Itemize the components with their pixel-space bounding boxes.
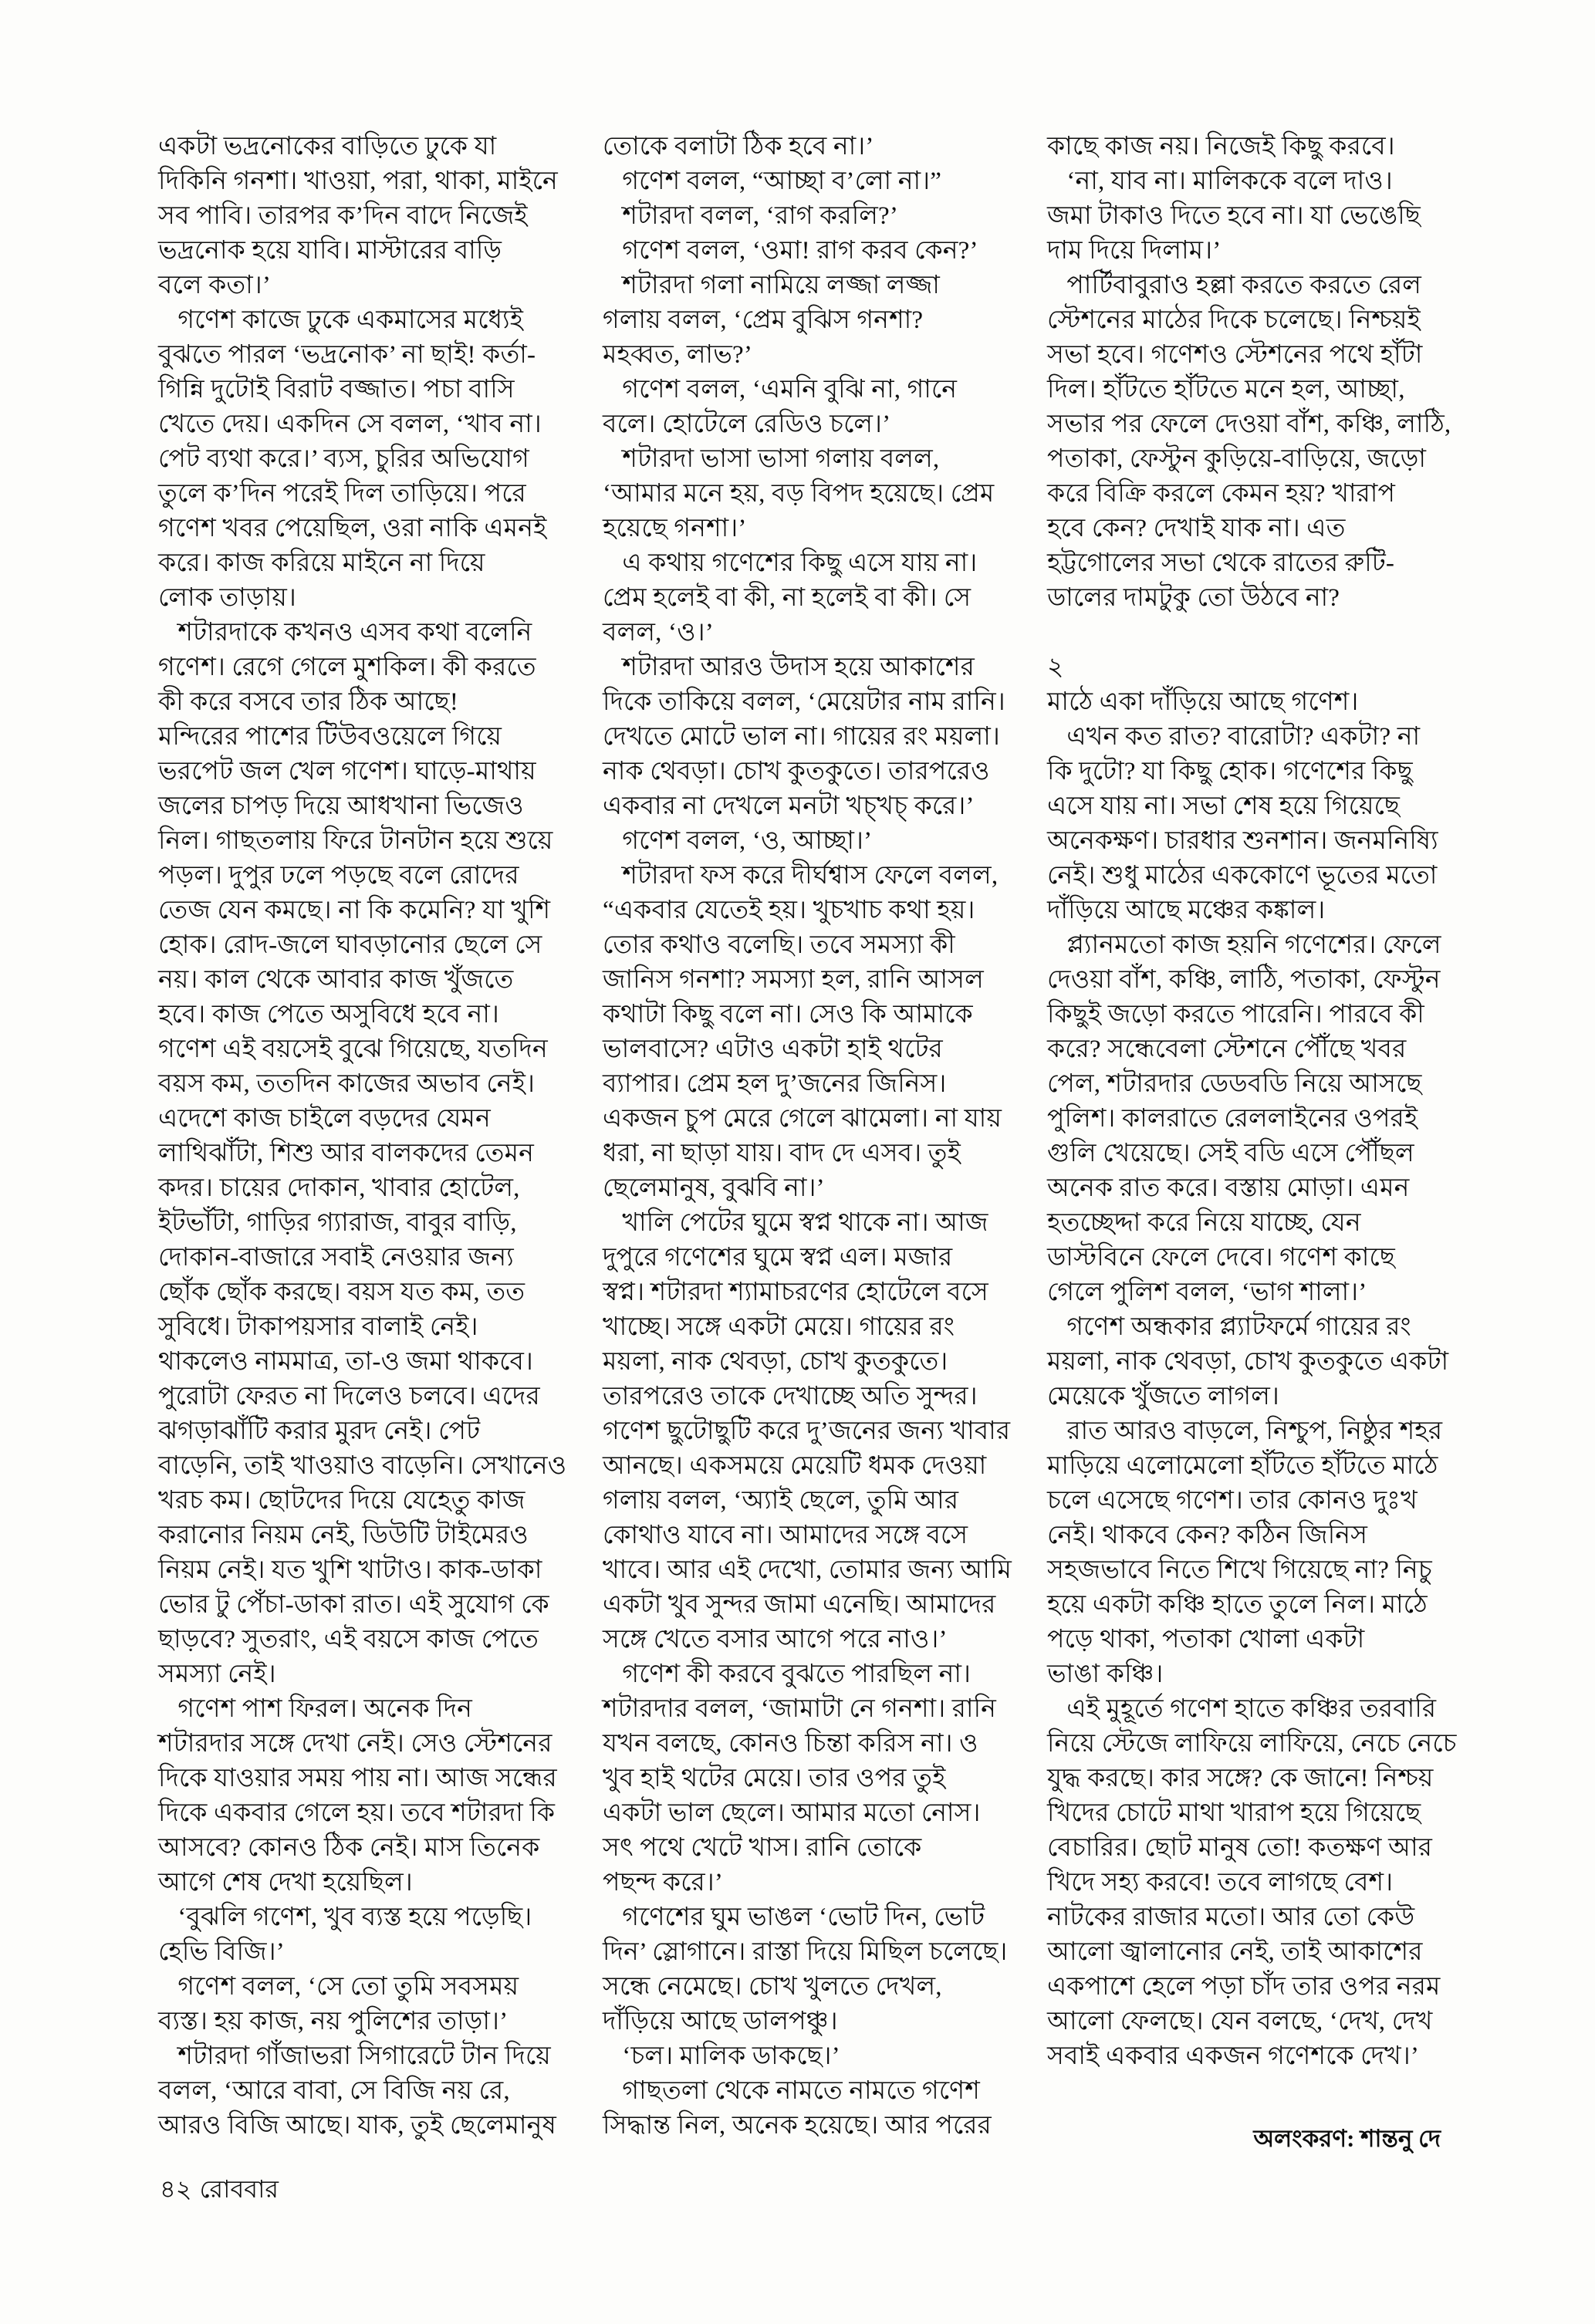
text-line: ভদ্রনোক হয়ে যাবি। মাস্টারের বাড়ি: [158, 237, 502, 265]
text-line: হবে কেন? দেখাই যাক না। এত: [1047, 515, 1346, 542]
text-line: গণেশ অন্ধকার প্ল্যাটফর্মে গায়ের রং: [1047, 1313, 1411, 1341]
text-line: অনেক রাত করে। বস্তায় মোড়া। এমন: [1047, 1174, 1410, 1202]
text-line: নাটকের রাজার মতো। আর তো কেউ: [1047, 1903, 1415, 1931]
text-line: শটারদার সঙ্গে দেখা নেই। সেও স্টেশনের: [158, 1730, 553, 1758]
text-line: দুপুরে গণেশের ঘুমে স্বপ্ন এল। মজার: [603, 1244, 953, 1272]
text-line: মহব্বত, লাভ?’: [603, 341, 753, 369]
text-line: হয়ে একটা কঞ্চি হাতে তুলে নিল। মাঠে: [1047, 1591, 1428, 1619]
text-line: প্রেম হলেই বা কী, না হলেই বা কী। সে: [603, 584, 972, 612]
text-line: বলল, ‘ও।’: [603, 619, 714, 647]
text-line: পড়ল। দুপুর ঢলে পড়ছে বলে রোদের: [158, 862, 519, 890]
text-line: একটা ভদ্রনোকের বাড়িতে ঢুকে যা: [158, 133, 497, 160]
text-line: শটারদা বলল, ‘রাগ করলি?’: [603, 202, 899, 230]
text-line: গণেশ বলল, ‘ও, আচ্ছা।’: [603, 827, 873, 855]
text-line: ইটভাঁটা, গাড়ির গ্যারাজ, বাবুর বাড়ি,: [158, 1209, 517, 1237]
text-line: সৎ পথে খেটে খাস। রানি তোকে: [603, 1834, 922, 1862]
text-line: মাড়িয়ে এলোমেলো হাঁটতে হাঁটতে মাঠে: [1047, 1452, 1438, 1480]
text-line: ধরা, না ছাড়া যায়। বাদ দে এসব। তুই: [603, 1140, 961, 1167]
text-line: গণেশ বলল, ‘সে তো তুমি সবসময়: [158, 1973, 519, 2001]
text-line: ‘চল। মালিক ডাকছে।’: [603, 2042, 840, 2070]
text-line: হবে। কাজ পেতে অসুবিধে হবে না।: [158, 1001, 499, 1029]
text-line: শটারদা গাঁজাভরা সিগারেটে টান দিয়ে: [158, 2042, 551, 2070]
text-line: মেয়েকে খুঁজতে লাগল।: [1047, 1383, 1280, 1410]
text-line: খিদে সহ্য করবে! তবে লাগছে বেশ।: [1047, 1869, 1394, 1897]
text-line: কী করে বসবে তার ঠিক আছে!: [158, 688, 459, 716]
text-line: একজন চুপ মেরে গেলে ঝামেলা। না যায়: [603, 1105, 1002, 1133]
text-line: আরও বিজি আছে। যাক, তুই ছেলেমানুষ: [158, 2112, 556, 2140]
text-line: আসবে? কোনও ঠিক নেই। মাস তিনেক: [158, 1834, 540, 1862]
text-line: প্ল্যানমতো কাজ হয়নি গণেশের। ফেলে: [1047, 931, 1441, 959]
text-line: আনছে। একসময়ে মেয়েটি ধমক দেওয়া: [603, 1452, 987, 1480]
text-line: ‘না, যাব না। মালিককে বলে দাও।: [1047, 167, 1393, 195]
text-line: লাথিঝাঁটা, শিশু আর বালকদের তেমন: [158, 1140, 535, 1167]
text-line: শটারদা আরও উদাস হয়ে আকাশের: [603, 654, 975, 681]
text-line: আগে শেষ দেখা হয়েছিল।: [158, 1869, 413, 1897]
text-line: কি দুটো? যা কিছু হোক। গণেশের কিছু: [1047, 758, 1413, 785]
text-line: হতচ্ছেদ্দা করে নিয়ে যাচ্ছে, যেন: [1047, 1209, 1361, 1237]
text-line: কোথাও যাবে না। আমাদের সঙ্গে বসে: [603, 1522, 968, 1549]
text-line: পুরোটা ফেরত না দিলেও চলবে। এদের: [158, 1383, 540, 1410]
text-line: ভালবাসে? এটাও একটা হাই থটের: [603, 1035, 943, 1063]
illustration-credit: অলংকরণ: শান্তনু দে: [1253, 2125, 1441, 2152]
text-line: স্বপ্ন। শটারদা শ্যামাচরণের হোটেলে বসে: [603, 1279, 988, 1306]
text-line: শটারদা ভাসা ভাসা গলায় বলল,: [603, 445, 940, 473]
text-line: করে বিক্রি করলে কেমন হয়? খারাপ: [1047, 480, 1396, 508]
text-line: নাক থেবড়া। চোখ কুতকুতে। তারপরেও: [603, 758, 990, 785]
text-line: নিয়ম নেই। যত খুশি খাটাও। কাক-ডাকা: [158, 1556, 542, 1584]
text-line: করে। কাজ করিয়ে মাইনে না দিয়ে: [158, 549, 485, 577]
text-line: একটা খুব সুন্দর জামা এনেছি। আমাদের: [603, 1591, 996, 1619]
text-line: ছেলেমানুষ, বুঝবি না।’: [603, 1174, 825, 1202]
text-line: দিন’ স্লোগানে। রাস্তা দিয়ে মিছিল চলেছে।: [603, 1938, 1008, 1966]
text-line: সঙ্গে খেতে বসার আগে পরে নাও।’: [603, 1626, 948, 1653]
text-line: খরচ কম। ছোটদের দিয়ে যেহেতু কাজ: [158, 1487, 525, 1515]
text-line: গণেশ পাশ ফিরল। অনেক দিন: [158, 1695, 473, 1723]
text-line: ছাড়বে? সুতরাং, এই বয়সে কাজ পেতে: [158, 1626, 539, 1653]
text-line: আলো ফেলছে। যেন বলছে, ‘দেখ, দেখ: [1047, 2008, 1433, 2035]
text-line: বেচারির। ছোট মানুষ তো! কতক্ষণ আর: [1047, 1834, 1433, 1862]
text-line: মাঠে একা দাঁড়িয়ে আছে গণেশ।: [1047, 688, 1359, 716]
text-line: ব্যস্ত। হয় কাজ, নয় পুলিশের তাড়া।’: [158, 2008, 509, 2035]
text-line: হয়েছে গনশা।’: [603, 515, 747, 542]
text-line: গণেশ। রেগে গেলে মুশকিল। কী করতে: [158, 654, 536, 681]
blank-line: [1047, 616, 1451, 650]
text-line: খুব হাই থটের মেয়ে। তার ওপর তুই: [603, 1765, 946, 1792]
text-line: গাছতলা থেকে নামতে নামতে গণেশ: [603, 2077, 980, 2105]
text-line: সভার পর ফেলে দেওয়া বাঁশ, কঞ্চি, লাঠি,: [1047, 410, 1451, 438]
text-line: গলায় বলল, ‘প্রেম বুঝিস গনশা?: [603, 306, 924, 334]
magazine-name: রোববার: [199, 2175, 279, 2203]
text-line: এসে যায় না। সভা শেষ হয়ে গিয়েছে: [1047, 792, 1401, 820]
text-line: বলে। হোটেলে রেডিও চলে।’: [603, 410, 891, 438]
text-line: ছোঁক ছোঁক করছে। বয়স যত কম, তত: [158, 1279, 525, 1306]
text-line: বলল, ‘আরে বাবা, সে বিজি নয় রে,: [158, 2077, 510, 2105]
text-line: গিন্নি দুটোই বিরাট বজ্জাত। পচা বাসি: [158, 376, 515, 404]
text-line: বুঝতে পারল ‘ভদ্রনোক’ না ছাই! কর্তা-: [158, 341, 536, 369]
text-line: ভাঙা কঞ্চি।: [1047, 1660, 1164, 1688]
text-line: দিকে যাওয়ার সময় পায় না। আজ সন্ধের: [158, 1765, 557, 1792]
text-line: গণেশ বলল, ‘এমনি বুঝি না, গানে: [603, 376, 958, 404]
text-line: পড়ে থাকা, পতাকা খোলা একটা: [1047, 1626, 1365, 1653]
page-number: ৪২: [160, 2175, 192, 2203]
text-line: খাবে। আর এই দেখো, তোমার জন্য আমি: [603, 1556, 1012, 1584]
text-line: ডালের দামটুকু তো উঠবে না?: [1047, 584, 1340, 612]
text-line: পতাকা, ফেস্টুন কুড়িয়ে-বাড়িয়ে, জড়ো: [1047, 445, 1427, 473]
text-line: জমা টাকাও দিতে হবে না। যা ভেঙেছি: [1047, 202, 1421, 230]
text-line: পেট ব্যথা করে।’ ব্যস, চুরির অভিযোগ: [158, 445, 529, 473]
text-line: পেল, শটারদার ডেডবডি নিয়ে আসছে: [1047, 1070, 1422, 1098]
text-line: শটারদাকে কখনও এসব কথা বলেনি: [158, 619, 532, 647]
text-line: পার্টিবাবুরাও হল্লা করতে করতে রেল: [1047, 272, 1422, 299]
text-column-3: [1047, 130, 1457, 2143]
text-line: থাকলেও নামমাত্র, তা-ও জমা থাকবে।: [158, 1348, 534, 1376]
text-line: এই মুহূর্তে গণেশ হাতে কঞ্চির তরবারি: [1047, 1695, 1437, 1723]
text-line: নেই। শুধু মাঠের এককোণে ভূতের মতো: [1047, 862, 1438, 890]
text-column-1: [158, 130, 567, 2143]
text-line: দাঁড়িয়ে আছে মঞ্চের কঙ্কাল।: [1047, 897, 1326, 924]
text-line: পুলিশ। কালরাতে রেললাইনের ওপরই: [1047, 1105, 1418, 1133]
text-line: যুদ্ধ করছে। কার সঙ্গে? কে জানে! নিশ্চয়: [1047, 1765, 1434, 1792]
text-line: তোর কথাও বলেছি। তবে সমস্যা কী: [603, 931, 955, 959]
text-line: গলায় বলল, ‘অ্যাই ছেলে, তুমি আর: [603, 1487, 959, 1515]
text-line: হেভি বিজি।’: [158, 1938, 285, 1966]
text-line: কাছে কাজ নয়। নিজেই কিছু করবে।: [1047, 133, 1395, 160]
text-line: গণেশ বলল, “আচ্ছা ব’লো না।”: [603, 167, 942, 195]
text-line: দিকে একবার গেলে হয়। তবে শটারদা কি: [158, 1799, 556, 1827]
text-line: স্টেশনের মাঠের দিকে চলেছে। নিশ্চয়ই: [1047, 306, 1421, 334]
text-line: ময়লা, নাক থেবড়া, চোখ কুতকুতে।: [603, 1348, 948, 1376]
text-line: করে? সন্ধেবেলা স্টেশনে পৌঁছে খবর: [1047, 1035, 1407, 1063]
text-line: মন্দিরের পাশের টিউবওয়েলে গিয়ে: [158, 723, 502, 751]
text-line: একবার না দেখলে মনটা খচ্‌খচ্‌ করে।’: [603, 792, 975, 820]
text-line: তারপরেও তাকে দেখাচ্ছে অতি সুন্দর।: [603, 1383, 978, 1410]
text-line: বয়স কম, ততদিন কাজের অভাব নেই।: [158, 1070, 536, 1098]
text-line: হোক। রোদ-জলে ঘাবড়ানোর ছেলে সে: [158, 931, 542, 959]
text-line: লোক তাড়ায়।: [158, 584, 296, 612]
text-line: অনেকক্ষণ। চারধার শুনশান। জনমনিষ্যি: [1047, 827, 1438, 855]
text-line: গণেশ বলল, ‘ওমা! রাগ করব কেন?’: [603, 237, 978, 265]
text-line: জলের চাপড় দিয়ে আধখানা ভিজেও: [158, 792, 524, 820]
text-line: চলে এসেছে গণেশ। তার কোনও দুঃখ: [1047, 1487, 1418, 1515]
text-line: গণেশ এই বয়সেই বুঝে গিয়েছে, যতদিন: [158, 1035, 548, 1063]
page-footer: [160, 2170, 286, 2211]
text-line: কিছুই জড়ো করতে পারেনি। পারবে কী: [1047, 1001, 1424, 1029]
text-line: দিকিনি গনশা। খাওয়া, পরা, থাকা, মাইনে: [158, 167, 558, 195]
text-line: দিকে তাকিয়ে বলল, ‘মেয়েটার নাম রানি।: [603, 688, 1005, 716]
text-line: হট্টগোলের সভা থেকে রাতের রুটি-: [1047, 549, 1395, 577]
text-line: সিদ্ধান্ত নিল, অনেক হয়েছে। আর পরের: [603, 2112, 992, 2140]
text-line: সহজভাবে নিতে শিখে গিয়েছে না? নিচু: [1047, 1556, 1432, 1584]
text-line: নিল। গাছতলায় ফিরে টানটান হয়ে শুয়ে: [158, 827, 553, 855]
text-line: গণেশ ছুটোছুটি করে দু’জনের জন্য খাবার: [603, 1417, 1011, 1445]
text-line: গণেশ কী করবে বুঝতে পারছিল না।: [603, 1660, 972, 1688]
article-text: [158, 130, 1457, 2143]
text-line: দাম দিয়ে দিলাম।’: [1047, 237, 1222, 265]
text-line: সুবিধে। টাকাপয়সার বালাই নেই।: [158, 1313, 478, 1341]
text-line: একটা ভাল ছেলে। আমার মতো নোস।: [603, 1799, 981, 1827]
text-line: খিদের চোটে মাথা খারাপ হয়ে গিয়েছে: [1047, 1799, 1421, 1827]
text-line: শটারদা গলা নামিয়ে লজ্জা লজ্জা: [603, 272, 940, 299]
text-line: ময়লা, নাক থেবড়া, চোখ কুতকুতে একটা: [1047, 1348, 1449, 1376]
text-line: দিল। হাঁটতে হাঁটতে মনে হল, আচ্ছা,: [1047, 376, 1405, 404]
text-line: সমস্যা নেই।: [158, 1660, 276, 1688]
text-line: ‘আমার মনে হয়, বড় বিপদ হয়েছে। প্রেম: [603, 480, 995, 508]
text-line: এ কথায় গণেশের কিছু এসে যায় না।: [603, 549, 978, 577]
text-line: শটারদার বলল, ‘জামাটা নে গনশা। রানি: [603, 1695, 997, 1723]
text-line: গণেশ কাজে ঢুকে একমাসের মধ্যেই: [158, 306, 524, 334]
text-line: ভরপেট জল খেল গণেশ। ঘাড়ে-মাথায়: [158, 758, 536, 785]
text-line: বাড়েনি, তাই খাওয়াও বাড়েনি। সেখানেও: [158, 1452, 567, 1480]
text-line: শটারদা ফস করে দীর্ঘশ্বাস ফেলে বলল,: [603, 862, 999, 890]
text-line: ঝগড়াঝাঁটি করার মুরদ নেই। পেট: [158, 1417, 481, 1445]
text-line: গেলে পুলিশ বলল, ‘ভাগ শালা।’: [1047, 1279, 1367, 1306]
text-line: জানিস গনশা? সমস্যা হল, রানি আসল: [603, 966, 984, 994]
text-line: খেতে দেয়। একদিন সে বলল, ‘খাব না।: [158, 410, 542, 438]
text-line: বলে কতা।’: [158, 272, 272, 299]
text-line: সব পাবি। তারপর ক’দিন বাদে নিজেই: [158, 202, 528, 230]
text-line: নেই। থাকবে কেন? কঠিন জিনিস: [1047, 1522, 1368, 1549]
text-line: সন্ধে নেমেছে। চোখ খুলতে দেখল,: [603, 1973, 942, 2001]
text-line: ডাস্টবিনে ফেলে দেবে। গণেশ কাছে: [1047, 1244, 1395, 1272]
text-line: খাচ্ছে। সঙ্গে একটা মেয়ে। গায়ের রং: [603, 1313, 955, 1341]
text-line: গুলি খেয়েছে। সেই বডি এসে পৌঁছল: [1047, 1140, 1414, 1167]
text-line: গণেশের ঘুম ভাঙল ‘ভোট দিন, ভোট: [603, 1903, 985, 1931]
text-line: কদর। চায়ের দোকান, খাবার হোটেল,: [158, 1174, 520, 1202]
text-line: দাঁড়িয়ে আছে ডালপঞ্চু।: [603, 2008, 838, 2035]
text-line: দেওয়া বাঁশ, কঞ্চি, লাঠি, পতাকা, ফেস্টুন: [1047, 966, 1441, 994]
text-line: ভোর টু পেঁচা-ডাকা রাত। এই সুযোগ কে: [158, 1591, 549, 1619]
text-line: নিয়ে স্টেজে লাফিয়ে লাফিয়ে, নেচে নেচে: [1047, 1730, 1457, 1758]
text-line: সবাই একবার একজন গণেশকে দেখ।’: [1047, 2042, 1420, 2070]
text-line: করানোর নিয়ম নেই, ডিউটি টাইমেরও: [158, 1522, 529, 1549]
text-line: “একবার যেতেই হয়। খুচখাচ কথা হয়।: [603, 897, 975, 924]
text-line: পছন্দ করে।’: [603, 1869, 724, 1897]
text-line: আলো জ্বালানোর নেই, তাই আকাশের: [1047, 1938, 1423, 1966]
text-line: খালি পেটের ঘুমে স্বপ্ন থাকে না। আজ: [603, 1209, 988, 1237]
text-line: ব্যাপার। প্রেম হল দু’জনের জিনিস।: [603, 1070, 947, 1098]
text-line: নয়। কাল থেকে আবার কাজ খুঁজতে: [158, 966, 514, 994]
text-line: সভা হবে। গণেশও স্টেশনের পথে হাঁটা: [1047, 341, 1423, 369]
text-line: দেখতে মোটে ভাল না। গায়ের রং ময়লা।: [603, 723, 1000, 751]
text-line: এখন কত রাত? বারোটা? একটা? না: [1047, 723, 1421, 751]
text-line: কথাটা কিছু বলে না। সেও কি আমাকে: [603, 1001, 973, 1029]
text-column-2: [603, 130, 1012, 2143]
text-line: এদেশে কাজ চাইলে বড়দের যেমন: [158, 1105, 491, 1133]
text-line: ‘বুঝলি গণেশ, খুব ব্যস্ত হয়ে পড়েছি।: [158, 1903, 532, 1931]
text-line: দোকান-বাজারে সবাই নেওয়ার জন্য: [158, 1244, 514, 1272]
text-line: যখন বলছে, কোনও চিন্তা করিস না। ও: [603, 1730, 978, 1758]
text-line: তোকে বলাটা ঠিক হবে না।’: [603, 133, 874, 160]
text-line: একপাশে হেলে পড়া চাঁদ তার ওপর নরম: [1047, 1973, 1441, 2001]
text-line: তেজ যেন কমছে। না কি কমেনি? যা খুশি: [158, 897, 551, 924]
text-line: তুলে ক’দিন পরেই দিল তাড়িয়ে। পরে: [158, 480, 526, 508]
section-number: ২: [1047, 654, 1064, 681]
text-line: রাত আরও বাড়লে, নিশ্চুপ, নিষ্ঠুর শহর: [1047, 1417, 1443, 1445]
text-line: গণেশ খবর পেয়েছিল, ওরা নাকি এমনই: [158, 515, 547, 542]
